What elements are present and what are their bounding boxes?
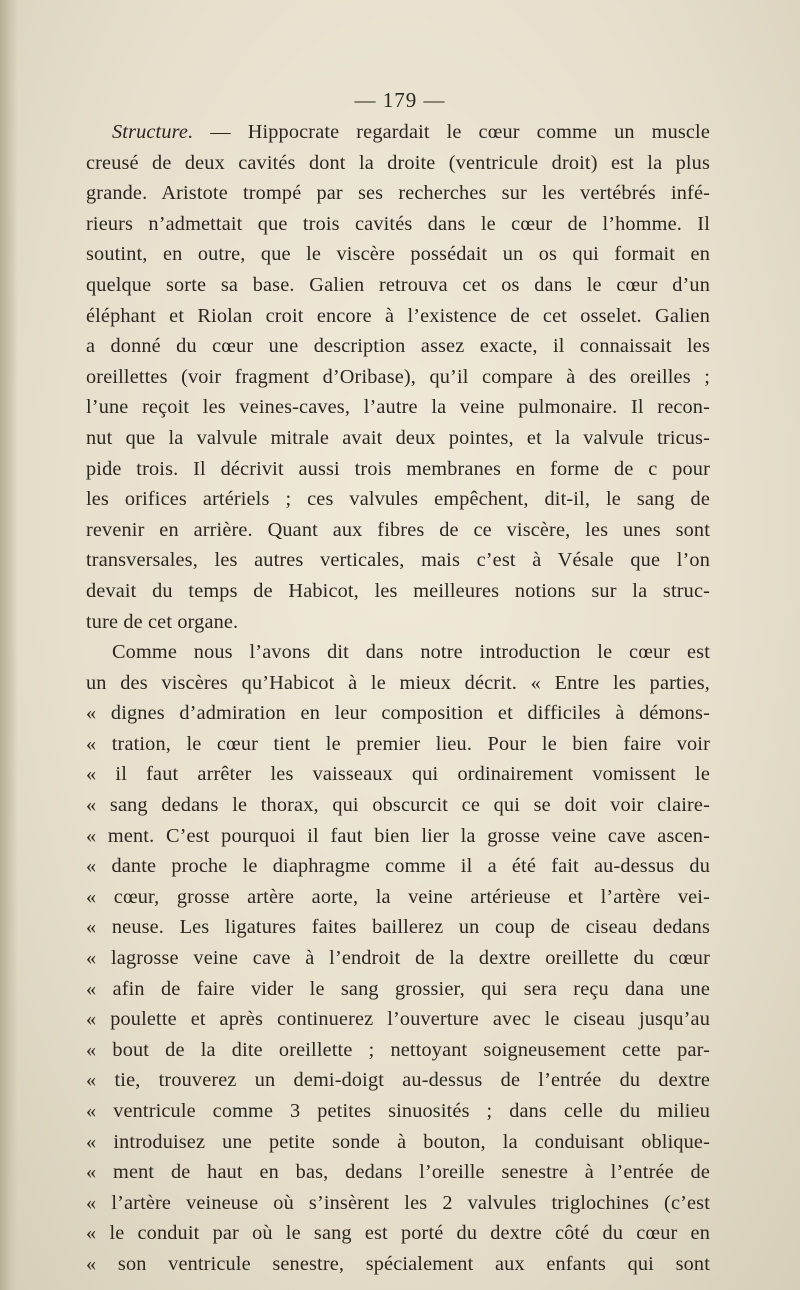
text-line: ture de cet organe. — [86, 610, 239, 633]
text-line: oreillettes (voir fragment d’Oribase), qu’il compare à des oreilles ; — [86, 365, 710, 388]
text-line: quelque sorte sa base. Galien retrouva cet os dans le cœur d’un — [86, 273, 710, 296]
text-line: « neuse. Les ligatures faites baillerez un coup de ciseau dedans — [86, 916, 710, 939]
text-line: « bout de la dite oreillette ; nettoyant soigneusement cette par- — [86, 1038, 710, 1061]
text-line: « le conduit par où le sang est porté du dextre côté du cœur en — [86, 1222, 710, 1245]
text-line: revenir en arrière. Quant aux fibres de ce viscère, les unes sont — [86, 518, 710, 541]
text-line: « sang dedans le thorax, qui obscurcit ce qui se doit voir claire- — [86, 794, 710, 817]
text-line: a donné du cœur une description assez exacte, il connaissait les — [86, 335, 710, 358]
text-line — [86, 117, 710, 148]
text-line: « tie, trouverez un demi-doigt au-dessus de l’entrée du dextre — [86, 1069, 710, 1092]
text-line: éléphant et Riolan croit encore à l’existence de cet osselet. Galien — [86, 304, 710, 327]
text-line: « dante proche le diaphragme comme il a été fait au-dessus du — [86, 855, 710, 878]
text-line: pide trois. Il décrivit aussi trois membranes en forme de c pour — [86, 457, 710, 480]
text-line: « afin de faire vider le sang grossier, qui sera reçu dana une — [86, 977, 710, 1000]
section-heading: Structure. — [112, 121, 194, 143]
text-line: grande. Aristote trompé par ses recherches sur les vertébrés infé- — [86, 182, 710, 205]
text-line: soutint, en outre, que le viscère possédait un os qui formait en — [86, 243, 710, 266]
text-line: « introduisez une petite sonde à bouton, la conduisant oblique- — [86, 1130, 710, 1153]
text-line: rieurs n’admettait que trois cavités dans le cœur de l’homme. Il — [86, 212, 710, 235]
text-line: « lagrosse veine cave à l’endroit de la dextre oreillette du cœur — [86, 947, 710, 970]
text-line: devait du temps de Habicot, les meilleures notions sur la struc- — [86, 579, 710, 602]
text-line: « cœur, grosse artère aorte, la veine artérieuse et l’artère vei- — [86, 885, 710, 908]
text-line: « l’artère veineuse où s’insèrent les 2 valvules triglochines (c’est — [86, 1191, 710, 1214]
text-line: « son ventricule senestre, spécialement aux enfants qui sont — [86, 1252, 710, 1275]
text-line-content: — Hippocrate regardait le cœur comme un muscle — [193, 121, 710, 143]
text-line: « ment. C’est pourquoi il faut bien lier la grosse veine cave ascen- — [86, 824, 710, 847]
text-line: creusé de deux cavités dont la droite (ventricule droit) est la plus — [86, 151, 710, 174]
text-line: les orifices artériels ; ces valvules empêchent, dit-il, le sang de — [86, 488, 710, 511]
text-line: l’une reçoit les veines-caves, l’autre la veine pulmonaire. Il recon- — [86, 396, 710, 419]
page-number: — 179 — — [354, 88, 446, 112]
text-line: « ventricule comme 3 petites sinuosités ; dans celle du milieu — [86, 1100, 710, 1122]
text-line: « il faut arrêter les vaisseaux qui ordinairement vomissent le — [86, 763, 710, 786]
text-line: un des viscères qu’Habicot à le mieux décrit. « Entre les parties, — [86, 671, 710, 694]
text-line: « dignes d’admiration en leur composition et difficiles à démons- — [86, 702, 710, 725]
text-line: « tration, le cœur tient le premier lieu. Pour le bien faire voir — [86, 732, 710, 755]
text-line: Comme nous l’avons dit dans notre introduction le cœur est — [112, 641, 710, 664]
text-line: transversales, les autres verticales, mais c’est à Vésale que l’on — [86, 549, 710, 572]
text-line: « poulette et après continuerez l’ouverture avec le ciseau jusqu’au — [86, 1008, 710, 1031]
blank-lower-margin — [0, 770, 800, 1290]
text-line: nut que la valvule mitrale avait deux pointes, et la valvule tricus- — [86, 426, 710, 449]
text-line: « ment de haut en bas, dedans l’oreille senestre à l’entrée de — [86, 1161, 710, 1184]
